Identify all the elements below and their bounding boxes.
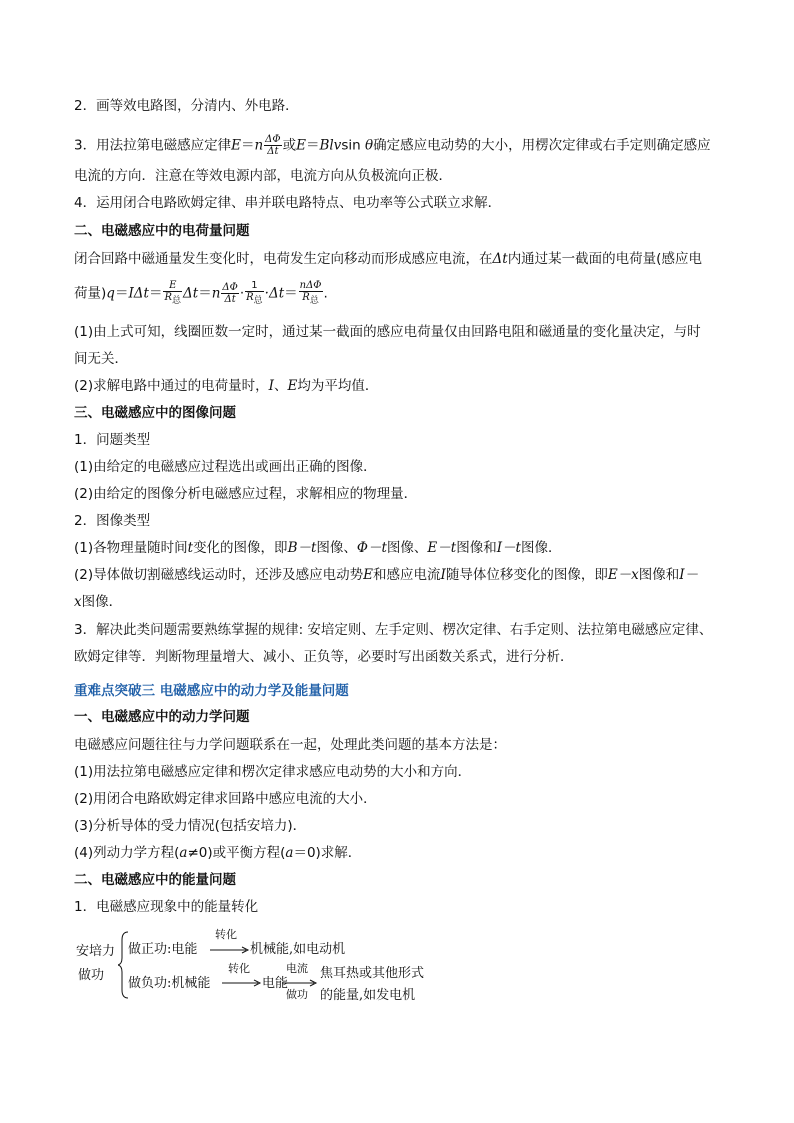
- text: 、: [273, 378, 288, 394]
- subscript: 总: [253, 296, 263, 306]
- graph-2: 2．图像类型: [74, 513, 151, 529]
- sin: sin: [341, 137, 361, 154]
- text: 闭合回路中磁通量发生变化时，电荷发生定向移动而形成感应电流，在: [74, 251, 493, 267]
- diagram-left-top: 安培力: [76, 944, 116, 959]
- var-Blv: Blv: [319, 137, 342, 154]
- text: (2)求解电路中通过的电荷量时，: [74, 378, 269, 394]
- text: ≠0)或平衡方程(: [187, 845, 286, 861]
- var-dt: Δt: [183, 285, 199, 302]
- var-dt: ·Δt: [264, 285, 285, 302]
- eq: ＝: [148, 285, 163, 302]
- graph-2-1: [74, 539, 561, 557]
- arrow-icon: [210, 946, 250, 954]
- var-I: I: [440, 567, 446, 583]
- frac-den: Δt: [224, 294, 236, 305]
- text: 图像．: [81, 594, 123, 610]
- heading-charge: 二、电磁感应中的电荷量问题: [74, 223, 250, 239]
- text: (1)各物理量随时间: [74, 540, 188, 556]
- frac-den: Δt: [267, 146, 279, 157]
- text: 图像和: [456, 540, 497, 556]
- frac-num: ΔΦ: [265, 134, 281, 145]
- dyn-3: (3)分析导体的受力情况(包括安培力)．: [74, 818, 307, 834]
- row2-c1: 焦耳热或其他形式: [320, 966, 425, 981]
- text: (2)导体做切割磁感线运动时，还涉及感应电动势: [74, 567, 364, 583]
- fraction-1-over-R: [245, 280, 264, 307]
- graph-Ex: E－x: [607, 567, 639, 583]
- var-n: n: [211, 285, 221, 302]
- graph-Bt: B－t: [287, 540, 317, 556]
- frac-num: nΔΦ: [299, 280, 322, 291]
- var-x: x: [74, 594, 82, 610]
- frac-num: E: [163, 280, 182, 292]
- graph-phit: Φ－t: [356, 540, 387, 556]
- eq: ＝: [305, 137, 320, 154]
- graph-1-2: (2)由给定的图像分析电磁感应过程，求解相应的物理量．: [74, 486, 418, 502]
- var-theta: θ: [364, 137, 374, 154]
- graph-2-2-line1: [74, 566, 698, 584]
- var-E: E: [296, 137, 306, 154]
- var-R: R: [246, 292, 254, 303]
- graph-3-line2: 欧姆定律等．判断物理量增大、减小、正负等，必要时写出函数关系式，进行分析．: [74, 649, 574, 665]
- section-3-title: 重难点突破三 电磁感应中的动力学及能量问题: [74, 683, 349, 699]
- step-2: 2．画等效电路图，分清内、外电路．: [74, 98, 299, 114]
- text: 均为平均值．: [297, 378, 379, 394]
- dyn-4: [74, 844, 361, 862]
- row2-a: 做负功:机械能: [128, 976, 211, 991]
- text: 荷量): [74, 285, 107, 302]
- var-a: a: [179, 845, 188, 861]
- diagram-left-bottom: 做功: [78, 968, 105, 983]
- text: 确定感应电动势的大小，用楞次定律或右手定则确定感应: [373, 137, 711, 154]
- period: .: [323, 285, 328, 302]
- dot: ·: [239, 285, 245, 302]
- text: 和感应电流: [372, 567, 441, 583]
- text: 图像、: [386, 540, 428, 556]
- row1-b: 机械能,如电动机: [250, 942, 346, 957]
- energy-conversion-diagram: [74, 928, 494, 1002]
- var-R: R: [164, 292, 172, 303]
- frac-num: ΔΦ: [222, 282, 238, 293]
- row1-a: 做正功:电能: [128, 942, 198, 957]
- frac-num: 1: [245, 280, 264, 292]
- eq: ＝: [114, 285, 129, 302]
- fraction-ndphi-over-R: [299, 280, 323, 307]
- row2-c2: 的能量,如发电机: [320, 988, 416, 1003]
- fraction-dphi-dt: [264, 134, 281, 157]
- energy-1: 1．电磁感应现象中的能量转化: [74, 899, 259, 915]
- fraction-dphi-dt: [221, 282, 238, 305]
- frac-den: [299, 292, 323, 307]
- var-dt: Δt: [492, 251, 508, 267]
- var-E: E: [231, 137, 241, 154]
- text: 随导体位移变化的图像，即: [445, 567, 608, 583]
- subscript: 总: [172, 296, 182, 306]
- subscript: 总: [309, 296, 319, 306]
- var-a: a: [285, 845, 294, 861]
- var-I: I: [268, 378, 274, 394]
- text: 图像和: [638, 567, 680, 583]
- text: 内通过某一截面的电荷量(感应电: [507, 251, 702, 267]
- dyn-2: (2)用闭合电路欧姆定律求回路中感应电流的大小．: [74, 791, 377, 807]
- eq: ＝: [198, 285, 212, 302]
- row2-arrow2-top: 电流: [286, 962, 308, 975]
- var-t: t: [187, 540, 194, 556]
- note-1-line2: 间无关．: [74, 351, 128, 367]
- var-R: R: [302, 292, 310, 303]
- note-2: [74, 377, 378, 395]
- dyn-intro: 电磁感应问题往往与力学问题联系在一起，处理此类问题的基本方法是：: [74, 737, 506, 753]
- text: 图像．: [520, 540, 562, 556]
- text: 变化的图像，即: [193, 540, 288, 556]
- text: ＝0)求解．: [293, 845, 362, 861]
- note-1-line1: (1)由上式可知，线圈匝数一定时，通过某一截面的感应电荷量仅由回路电阻和磁通量的变化量决定，与时: [74, 324, 701, 340]
- graph-Et: E－t: [427, 540, 457, 556]
- fraction-E-over-R: [163, 280, 182, 307]
- text: 或: [282, 137, 297, 154]
- var-I: I: [128, 285, 134, 302]
- row2-arrow-label: 转化: [228, 962, 250, 975]
- var-q: q: [106, 285, 115, 302]
- step-4: 4．运用闭合电路欧姆定律、串并联电路特点、电功率等公式联立求解．: [74, 195, 502, 211]
- eq: ＝: [240, 137, 255, 154]
- var-E: E: [287, 378, 298, 394]
- arrow-icon: [222, 979, 262, 987]
- charge-formula: [74, 280, 328, 307]
- row2-b: 电能: [262, 976, 289, 991]
- graph-It: I－t: [496, 540, 521, 556]
- text: 3．用法拉第电磁感应定律: [74, 137, 232, 154]
- heading-dynamics: 一、电磁感应中的动力学问题: [74, 709, 250, 725]
- graph-2-2-line2: [74, 593, 122, 611]
- text: (4)列动力学方程(: [74, 845, 180, 861]
- text: 图像、: [316, 540, 357, 556]
- row2-arrow2-bottom: 做功: [286, 988, 308, 1001]
- eq: ＝: [284, 285, 298, 302]
- var-dt: Δt: [133, 285, 149, 302]
- graph-1-1: (1)由给定的电磁感应过程选出或画出正确的图像．: [74, 459, 377, 475]
- var-E: E: [363, 567, 373, 583]
- frac-den: [163, 292, 182, 307]
- var-n: n: [254, 137, 264, 154]
- charge-para-line1: [74, 250, 702, 268]
- graph-I: I－: [679, 567, 699, 583]
- heading-graph: 三、电磁感应中的图像问题: [74, 405, 236, 421]
- dyn-1: (1)用法拉第电磁感应定律和楞次定律求感应电动势的大小和方向．: [74, 764, 472, 780]
- frac-den: [245, 292, 264, 307]
- step-3-line1: [74, 134, 711, 157]
- step-3-line2: 电流的方向．注意在等效电源内部，电流方向从负极流向正极．: [74, 168, 452, 184]
- row1-arrow-label: 转化: [215, 928, 237, 941]
- graph-3-line1: 3．解决此类问题需要熟练掌握的规律: 安培定则、左手定则、楞次定律、右手定则、法拉第电磁感应定律、: [74, 622, 713, 638]
- graph-1: 1．问题类型: [74, 432, 151, 448]
- heading-energy: 二、电磁感应中的能量问题: [74, 872, 236, 888]
